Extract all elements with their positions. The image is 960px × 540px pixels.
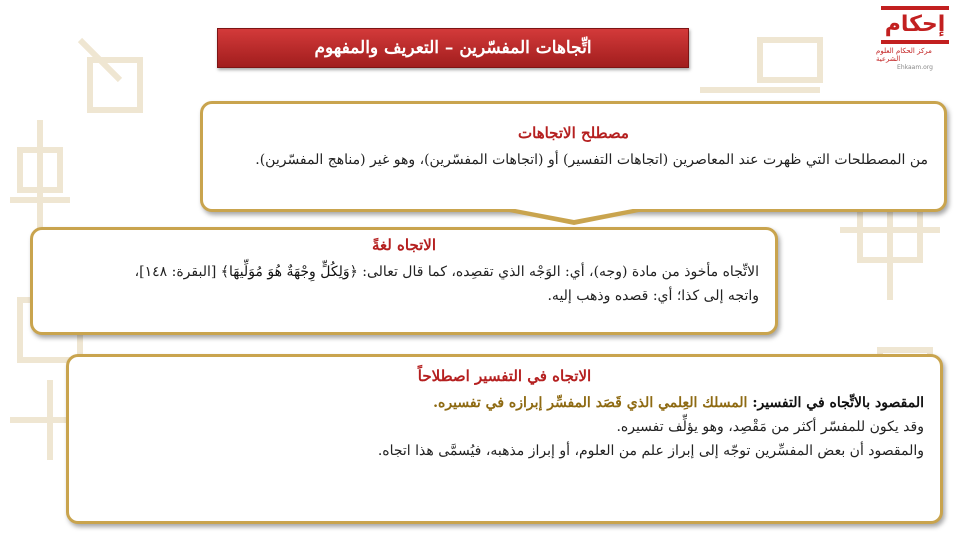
quran-verse: ﴿وَلِكُلٍّ وِجْهَةٌ هُوَ مُوَلِّيهَا﴾ <box>220 264 358 280</box>
linguistic-line-2: واتجه إلى كذا؛ أي: قصده وذهب إليه. <box>547 288 759 304</box>
linguistic-prefix: الاتِّجاه مأخوذ من مادة (وجه)، أي: الوَجْه الذي تقصِده، كما قال تعالى: <box>357 264 759 280</box>
definition-line <box>85 391 924 415</box>
term-card <box>200 101 947 212</box>
technical-card <box>66 354 943 524</box>
term-heading: مصطلح الاتجاهات <box>518 124 629 142</box>
logo <box>876 6 954 74</box>
logo-website: Ehkaam.org <box>897 64 933 71</box>
technical-heading: الاتجاه في التفسير اصطلاحاً <box>417 367 592 385</box>
definition-text: المسلك العِلمي الذي قَصَد المفسِّر إبرازه في تفسيره. <box>433 395 748 411</box>
technical-line-2: وقد يكون للمفسّر أكثر من مَقْصِد، وهو يؤلِّف تفسيره. <box>616 419 924 435</box>
verse-reference: [البقرة: ١٤٨]، <box>134 264 221 280</box>
term-text: من المصطلحات التي ظهرت عند المعاصرين (اتجاهات التفسير) أو (اتجاهات المفسّرين)، وهو غير (مناهج المفسّرين). <box>255 152 928 168</box>
linguistic-heading: الاتجاه لغةً <box>371 236 437 254</box>
arrow-down-icon <box>504 211 644 225</box>
logo-subtitle: مركز الحكام العلوم الشرعية <box>876 47 932 63</box>
technical-line-3: والمقصود أن بعض المفسِّرين توجّه إلى إبراز علم من العلوم، أو إبراز مذهبه، فيُسمَّى هذا اتجاه. <box>377 443 924 459</box>
slide-title: اتِّجاهات المفسّرين – التعريف والمفهوم <box>217 28 689 68</box>
definition-label: المقصود بالاتِّجاه في التفسير: <box>747 395 924 411</box>
linguistic-card <box>30 227 778 335</box>
logo-word: إحكام <box>881 6 950 44</box>
linguistic-line-1 <box>49 260 759 284</box>
